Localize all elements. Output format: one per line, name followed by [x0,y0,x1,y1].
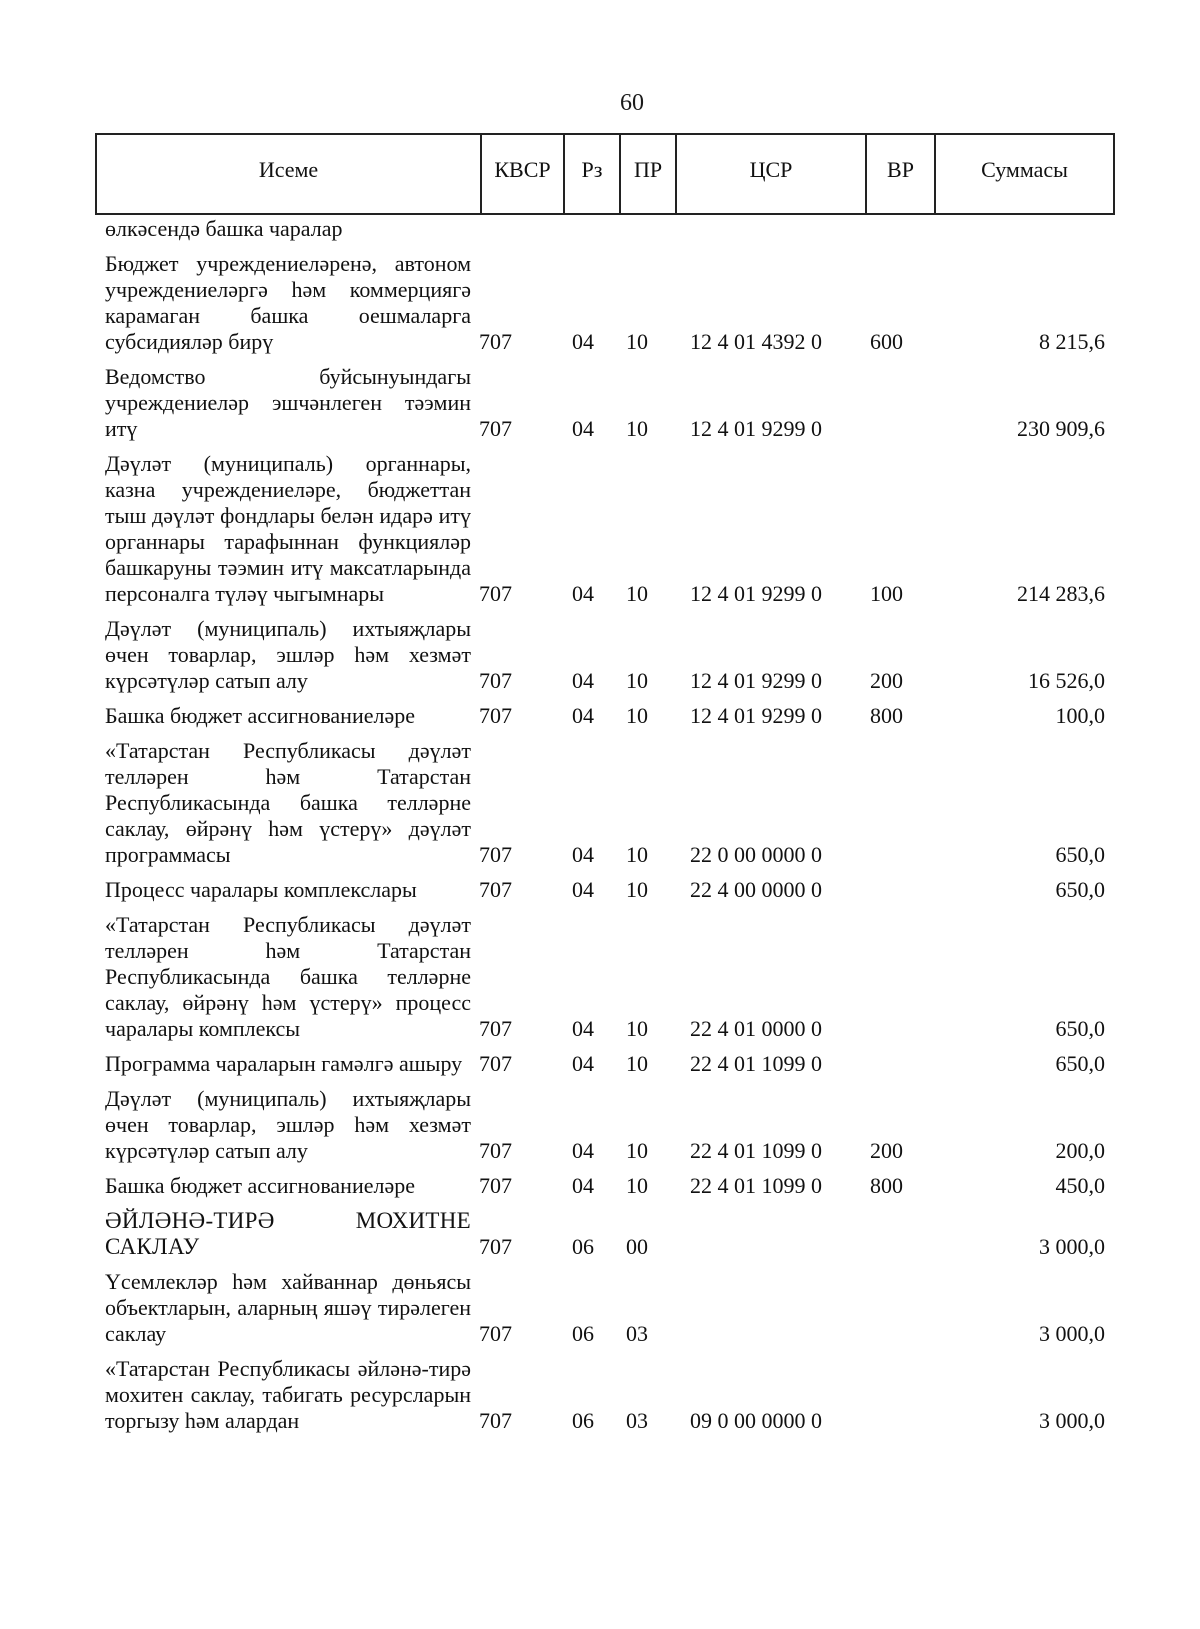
cell-vr: 800 [870,703,903,728]
cell-kvsr: 707 [479,329,512,354]
table-row [105,703,1115,729]
cell-kvsr: 707 [479,1321,512,1346]
cell-name: «Татарстан Республикасы дәүләт телләрен һәм Татарстан Республикасында башка телләрне саклау, өйрәнү һәм үстерү» дәүләт программасы [105,738,471,867]
cell-sum: 230 909,6 [1017,416,1105,441]
cell-csr: 22 0 00 0000 0 [690,842,822,867]
cell-rz: 04 [572,1173,594,1198]
table-row [105,877,1115,903]
table-row [105,1356,1115,1434]
cell-pr: 10 [626,1016,648,1041]
cell-sum: 450,0 [1055,1173,1105,1198]
cell-pr: 00 [626,1234,648,1259]
cell-rz: 06 [572,1321,594,1346]
cell-name: Дәүләт (муниципаль) ихтыяҗлары өчен товарлар, эшләр һәм хезмәт күрсәтүләр сатып алу [105,1086,471,1163]
table-row [105,1208,1115,1260]
cell-csr: 12 4 01 4392 0 [690,329,822,354]
cell-vr: 800 [870,1173,903,1198]
cell-kvsr: 707 [479,1016,512,1041]
cell-rz: 04 [572,581,594,606]
cell-rz: 04 [572,703,594,728]
cell-rz: 04 [572,877,594,902]
table-row [105,1086,1115,1164]
table-row [105,364,1115,442]
cell-name: Башка бюджет ассигнованиеләре [105,1173,415,1198]
cell-kvsr: 707 [479,842,512,867]
cell-rz: 04 [572,1138,594,1163]
cell-csr: 22 4 01 0000 0 [690,1016,822,1041]
header-sum: Суммасы [934,135,1113,213]
cell-name: «Татарстан Республикасы әйләнә-тирә мохитен саклау, табигать ресурсларын торгызу һәм алардан [105,1356,471,1433]
cell-csr: 22 4 00 0000 0 [690,877,822,902]
cell-name: Процесс чаралары комплекслары [105,877,417,902]
cell-pr: 10 [626,1173,648,1198]
table-row [105,251,1115,355]
cell-sum: 16 526,0 [1028,668,1105,693]
cell-sum: 650,0 [1055,842,1105,867]
table-body [105,216,1115,1443]
header-rz: Рз [563,135,619,213]
cell-vr: 600 [870,329,903,354]
cell-kvsr: 707 [479,703,512,728]
cell-pr: 10 [626,1051,648,1076]
table-row [105,616,1115,694]
table-row [105,738,1115,868]
table-header [95,133,1115,215]
cell-sum: 3 000,0 [1039,1408,1105,1433]
page-number: 60 [620,90,644,116]
cell-sum: 650,0 [1055,1051,1105,1076]
table-row [105,1051,1115,1077]
cell-name: Башка бюджет ассигнованиеләре [105,703,415,728]
cell-sum: 650,0 [1055,877,1105,902]
cell-rz: 04 [572,842,594,867]
cell-sum: 3 000,0 [1039,1321,1105,1346]
cell-pr: 10 [626,581,648,606]
cell-kvsr: 707 [479,877,512,902]
cell-kvsr: 707 [479,1234,512,1259]
cell-name: Бюджет учреждениеләренә, автоном учреждениеләргә һәм коммерциягә карамаган башка оешмаларга субсидияләр бирү [105,251,471,354]
cell-pr: 10 [626,1138,648,1163]
table-row [105,1269,1115,1347]
cell-sum: 100,0 [1055,703,1105,728]
cell-csr: 12 4 01 9299 0 [690,416,822,441]
cell-vr: 200 [870,1138,903,1163]
cell-csr: 12 4 01 9299 0 [690,703,822,728]
cell-pr: 03 [626,1321,648,1346]
cell-rz: 04 [572,1051,594,1076]
cell-kvsr: 707 [479,1051,512,1076]
cell-name: ӘЙЛӘНӘ-ТИРӘ МОХИТНЕ САКЛАУ [105,1208,471,1259]
cell-sum: 3 000,0 [1039,1234,1105,1259]
header-vr: ВР [865,135,934,213]
cell-csr: 22 4 01 1099 0 [690,1138,822,1163]
table-row [105,912,1115,1042]
cell-csr: 12 4 01 9299 0 [690,581,822,606]
cell-sum: 8 215,6 [1039,329,1105,354]
cell-name: Үсемлекләр һәм хайваннар дөньясы объектларын, аларның яшәү тирәлеген саклау [105,1269,471,1346]
table-row [105,451,1115,607]
header-kvsr: КВСР [480,135,563,213]
cell-vr: 100 [870,581,903,606]
cell-csr: 22 4 01 1099 0 [690,1051,822,1076]
cell-name: өлкәсендә башка чаралар [105,216,343,241]
cell-kvsr: 707 [479,1138,512,1163]
cell-pr: 10 [626,668,648,693]
cell-sum: 650,0 [1055,1016,1105,1041]
header-pr: ПР [619,135,675,213]
header-name: Исеме [258,157,319,182]
cell-sum: 214 283,6 [1017,581,1105,606]
cell-csr: 12 4 01 9299 0 [690,668,822,693]
cell-kvsr: 707 [479,668,512,693]
cell-pr: 10 [626,842,648,867]
cell-kvsr: 707 [479,581,512,606]
cell-pr: 10 [626,877,648,902]
cell-name: «Татарстан Республикасы дәүләт телләрен һәм Татарстан Республикасында башка телләрне саклау, өйрәнү һәм үстерү» процесс чаралары комплексы [105,912,471,1041]
cell-name: Дәүләт (муниципаль) ихтыяҗлары өчен товарлар, эшләр һәм хезмәт күрсәтүләр сатып алу [105,616,471,693]
cell-kvsr: 707 [479,416,512,441]
cell-name: Дәүләт (муниципаль) органнары, казна учреждениеләре, бюджеттан тыш дәүләт фондлары белән идарә итү органнары тарафыннан функцияләр башкаруны тәэмин итү максатларында персоналга түләү чыгымнары [105,451,471,606]
cell-name: Программа чараларын гамәлгә ашыру [105,1051,463,1076]
cell-rz: 04 [572,416,594,441]
cell-pr: 03 [626,1408,648,1433]
cell-rz: 04 [572,668,594,693]
cell-vr: 200 [870,668,903,693]
cell-rz: 06 [572,1408,594,1433]
cell-csr: 09 0 00 0000 0 [690,1408,822,1433]
cell-pr: 10 [626,416,648,441]
table-row [105,1173,1115,1199]
table-row [105,216,1115,242]
cell-sum: 200,0 [1055,1138,1105,1163]
cell-rz: 06 [572,1234,594,1259]
cell-rz: 04 [572,1016,594,1041]
cell-name: Ведомство буйсынуындагы учреждениеләр эшчәнлеген тәэмин итү [105,364,471,441]
cell-kvsr: 707 [479,1173,512,1198]
cell-rz: 04 [572,329,594,354]
cell-pr: 10 [626,329,648,354]
cell-csr: 22 4 01 1099 0 [690,1173,822,1198]
cell-kvsr: 707 [479,1408,512,1433]
header-csr: ЦСР [675,135,865,213]
cell-pr: 10 [626,703,648,728]
